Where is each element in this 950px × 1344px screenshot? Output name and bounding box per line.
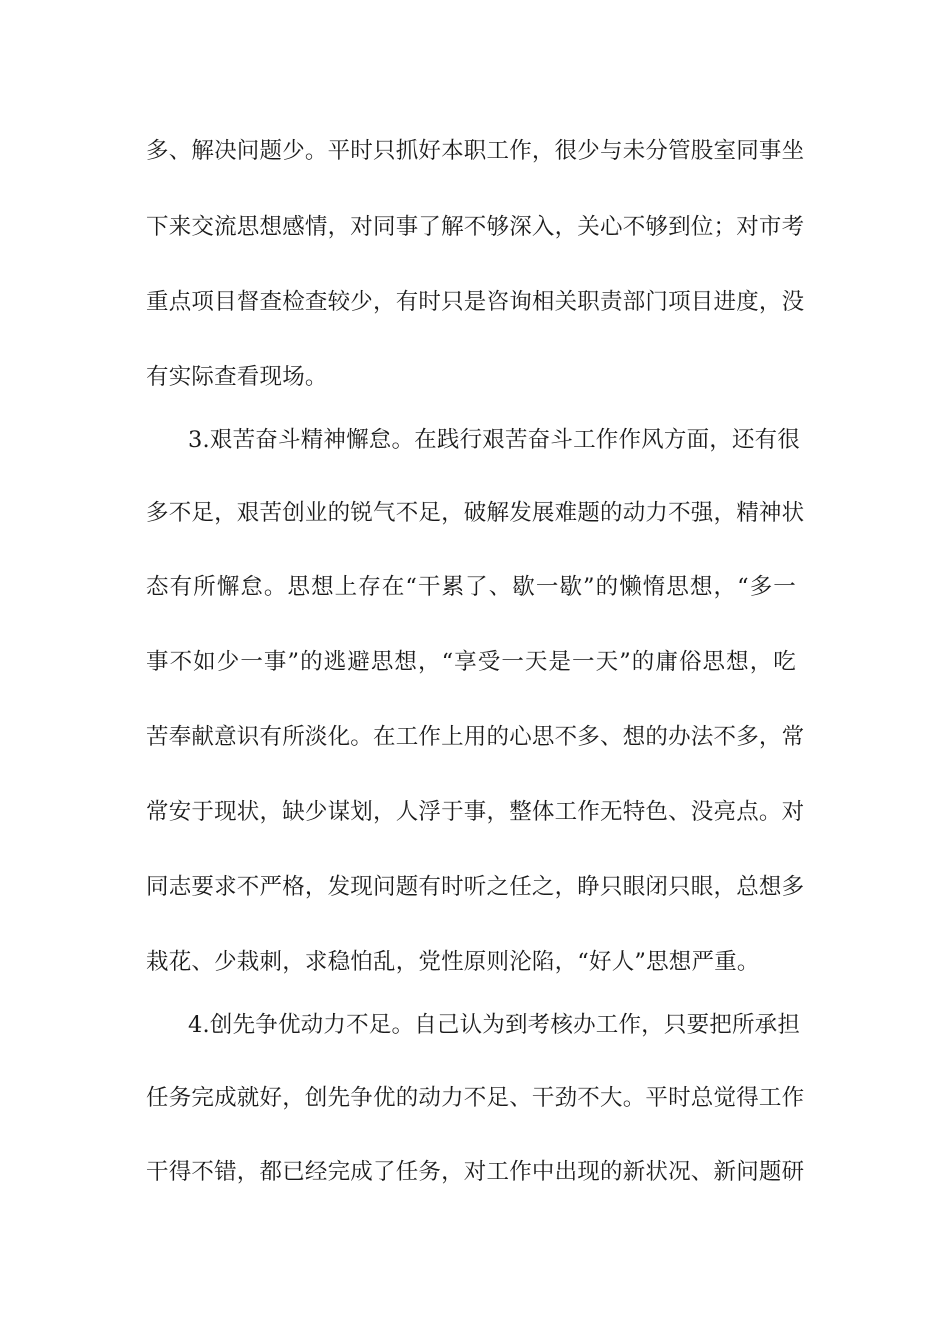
text-line: 常安于现状，缺少谋划，人浮于事，整体工作无特色、没亮点。对 xyxy=(146,799,805,825)
text-line: 干得不错，都已经完成了任务，对工作中出现的新状况、新问题研 xyxy=(146,1159,805,1185)
text-line: 苦奉献意识有所淡化。在工作上用的心思不多、想的办法不多，常 xyxy=(146,724,805,750)
paragraph-3-first-line: 3.艰苦奋斗精神懈怠。在践行艰苦奋斗工作作风方面，还有很 xyxy=(188,427,801,453)
text-line: 栽花、少栽刺，求稳怕乱，党性原则沦陷，“好人”思想严重。 xyxy=(146,949,760,975)
paragraph-4-first-line: 4.创先争优动力不足。自己认为到考核办工作，只要把所承担 xyxy=(188,1012,801,1038)
text-line: 事不如少一事”的逃避思想，“享受一天是一天”的庸俗思想，吃 xyxy=(146,649,796,675)
text-line: 有实际查看现场。 xyxy=(146,364,328,390)
text-line: 多不足，艰苦创业的锐气不足，破解发展难题的动力不强，精神状 xyxy=(146,500,805,526)
text-line: 态有所懈怠。思想上存在“干累了、歇一歇”的懒惰思想，“多一 xyxy=(146,574,796,600)
text-line: 同志要求不严格，发现问题有时听之任之，睁只眼闭只眼，总想多 xyxy=(146,874,805,900)
text-line: 任务完成就好，创先争优的动力不足、干劲不大。平时总觉得工作 xyxy=(146,1085,805,1111)
text-line: 重点项目督查检查较少，有时只是咨询相关职责部门项目进度，没 xyxy=(146,289,805,315)
text-line: 多、解决问题少。平时只抓好本职工作，很少与未分管股室同事坐 xyxy=(146,138,805,164)
text-line: 下来交流思想感情，对同事了解不够深入，关心不够到位；对市考 xyxy=(146,214,805,240)
